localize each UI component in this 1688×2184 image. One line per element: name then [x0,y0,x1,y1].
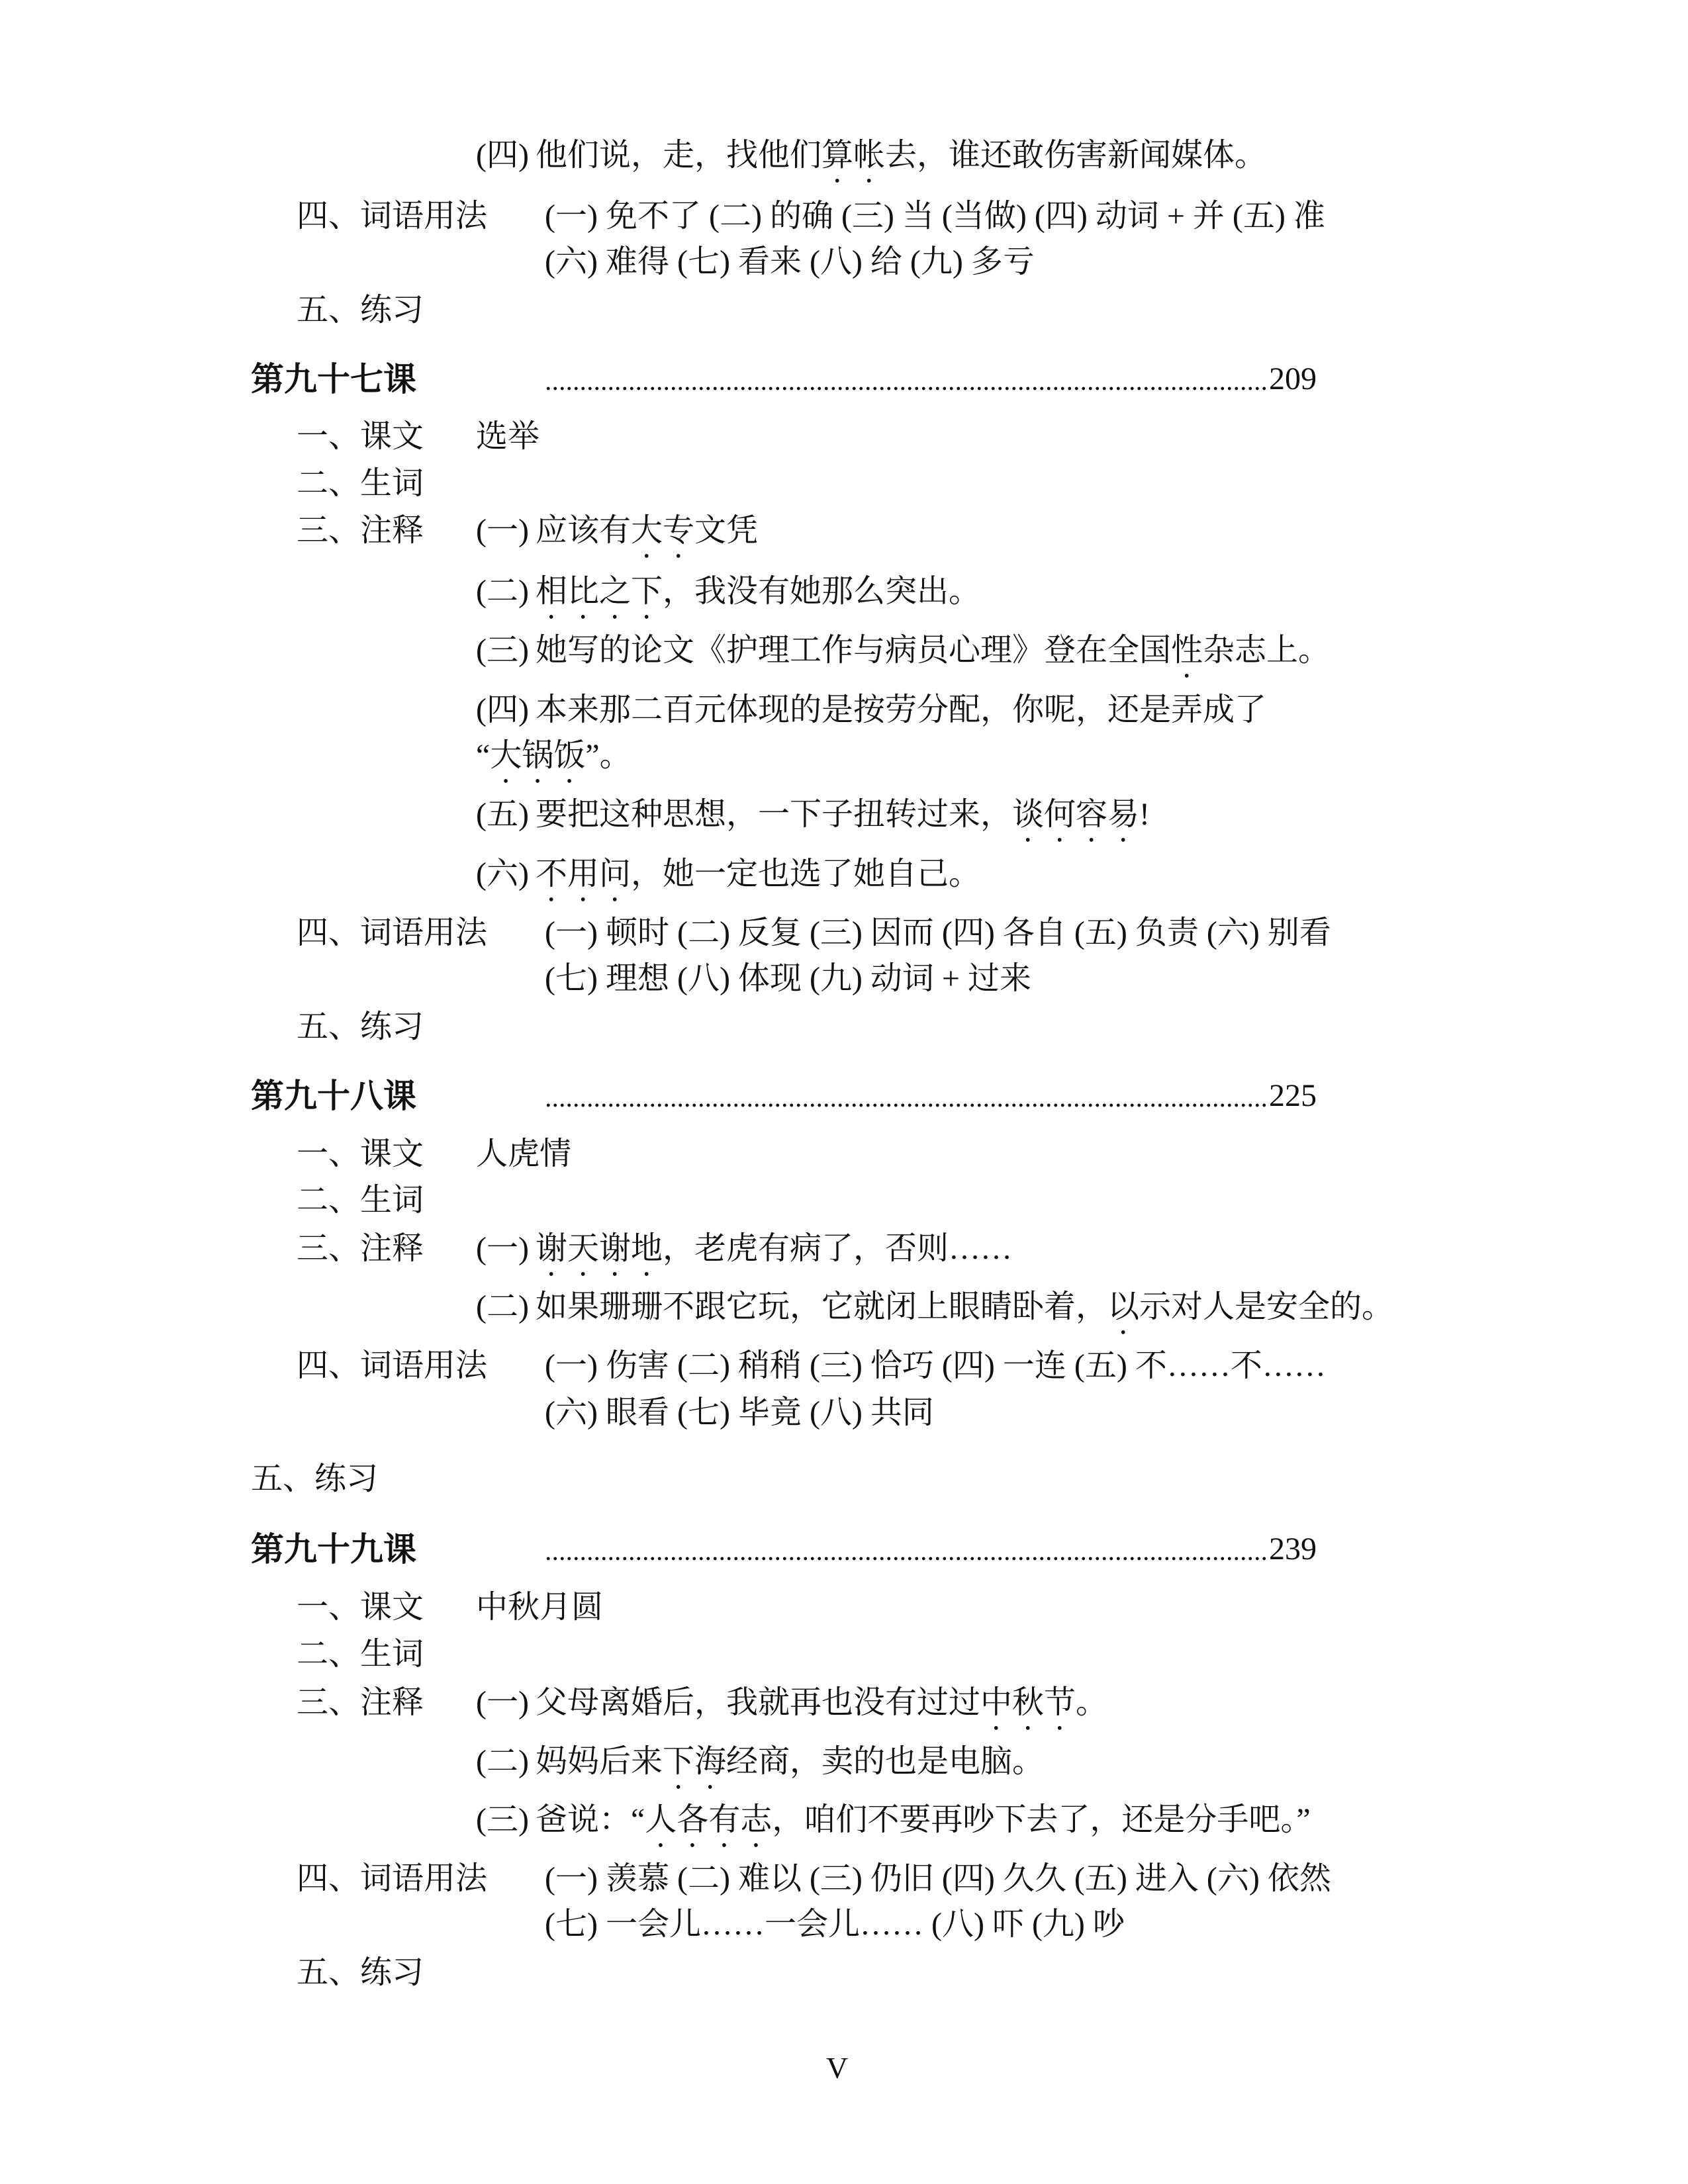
note-line [476,1287,1393,1327]
lesson-title: 第九十八课 [251,1077,416,1115]
page-ref: 225 [1269,1078,1317,1113]
note-emphasis: 不用问 [535,856,631,891]
note-text: 本来那二百元体现的是按劳分配，你呢，还是弄成了 [535,692,1266,727]
note-line [476,1800,1311,1840]
note-text: 她写的论文《护理工作与病员心理》登在全国 [535,633,1171,668]
note-number: (四) [476,692,529,727]
note-text: 要把这种思想，一下子扭转过来， [535,797,1012,832]
note-text: ，我没有她那么突出。 [663,574,981,609]
note-text: 。 [1076,1685,1108,1720]
note-number: (二) [476,574,529,609]
page-ref: 239 [1269,1531,1317,1567]
note-text: 经商，卖的也是电脑。 [726,1744,1045,1779]
note-text: 爸说：“ [535,1802,645,1837]
dot-leader [545,1103,1268,1108]
note-line [476,795,1150,835]
note-number: (四) [476,138,529,173]
text-title: 中秋月圆 [476,1590,604,1625]
section-label: 二、生词 [297,1183,424,1218]
note-text: 妈妈后来 [535,1744,663,1779]
section-label: 五、练习 [297,1955,424,1990]
section-label: 五、练习 [251,1461,379,1496]
section-label: 二、生词 [297,1637,424,1672]
note-text: ”。 [585,738,632,773]
note-number: (三) [476,633,529,668]
note-line [476,1683,1107,1723]
note-line [476,736,632,776]
note-text: 去，谁还敢伤害新闻媒体。 [885,138,1267,173]
note-text: “ [476,738,491,773]
note-number: (一) [476,1231,529,1266]
section-label: 一、课文 [297,419,424,454]
usage-line: (六) 眼看 (七) 毕竟 (八) 共同 [545,1395,934,1430]
usage-line: (一) 免不了 (二) 的确 (三) 当 (当做) (四) 动词 + 并 (五) 准 [545,199,1325,234]
note-number: (五) [476,797,529,832]
note-text: 文凭 [694,513,759,548]
section-label: 五、练习 [297,293,424,328]
note-line [476,690,1266,730]
note-number: (六) [476,856,529,891]
note-number: (二) [476,1744,529,1779]
note-text: 应该有 [535,513,631,548]
text-title: 选举 [476,419,540,454]
note-emphasis: 算帐 [821,138,886,173]
note-emphasis: 谢天谢地 [535,1231,663,1266]
note-text: ，咱们不要再吵下去了，还是分手吧。” [772,1802,1311,1837]
note-emphasis: 谈何容易 [1012,797,1140,832]
note-text: 如果珊珊不跟它玩，它就闭上眼睛卧着， [535,1289,1107,1324]
note-emphasis: 大锅饭 [490,738,586,773]
section-label: 四、词语用法 [297,1861,488,1896]
note-number: (一) [476,513,529,548]
usage-line: (六) 难得 (七) 看来 (八) 给 (九) 多亏 [545,244,1035,279]
note-emphasis: 性 [1171,633,1203,668]
note-text: ! [1139,797,1150,832]
usage-line: (一) 羡慕 (二) 难以 (三) 仍旧 (四) 久久 (五) 进入 (六) 依然 [545,1861,1331,1896]
section-label: 四、词语用法 [297,199,488,234]
note-emphasis: 相比之下 [535,574,663,609]
usage-line: (七) 一会儿……一会儿…… (八) 吓 (九) 吵 [545,1907,1125,1942]
section-label: 三、注释 [297,1231,424,1266]
note-number: (三) [476,1802,529,1837]
section-label: 四、词语用法 [297,915,488,950]
section-label: 三、注释 [297,513,424,548]
section-label: 五、练习 [297,1009,424,1044]
page-ref: 209 [1269,361,1317,396]
note-text: 父母离婚后，我就再也没有过过 [535,1685,980,1720]
note-emphasis: 中秋节 [980,1685,1076,1720]
section-label: 四、词语用法 [297,1348,488,1383]
dot-leader [545,386,1268,391]
usage-line: (七) 理想 (八) 体现 (九) 动词 + 过来 [545,961,1031,996]
note-line [476,854,980,894]
note-emphasis: 以 [1107,1289,1140,1324]
note-line [476,572,980,612]
note-text: 杂志上。 [1203,633,1331,668]
note-number: (一) [476,1685,529,1720]
note-emphasis: 下海 [663,1744,727,1779]
note-line [476,1229,1012,1269]
usage-line: (一) 伤害 (二) 稍稍 (三) 恰巧 (四) 一连 (五) 不……不…… [545,1348,1326,1383]
section-label: 一、课文 [297,1590,424,1625]
section-label: 三、注释 [297,1685,424,1720]
note-emphasis: 大专 [631,513,695,548]
usage-line: (一) 顿时 (二) 反复 (三) 因而 (四) 各自 (五) 负责 (六) 别看 [545,915,1331,950]
lesson-title: 第九十七课 [251,361,416,398]
section-label: 一、课文 [297,1136,424,1171]
note-text: ，她一定也选了她自己。 [631,856,981,891]
note-text: 示对人是安全的。 [1139,1289,1394,1324]
note-line [476,511,758,551]
dot-leader [545,1556,1268,1561]
note-line [476,1742,1044,1782]
note-text: ，老虎有病了，否则…… [663,1231,1013,1266]
page-number: V [826,2051,849,2085]
note-text: 他们说，走，找他们 [535,138,821,173]
note-emphasis: 人各有志 [645,1802,773,1837]
text-title: 人虎情 [476,1136,572,1171]
section-label: 二、生词 [297,466,424,501]
note-number: (二) [476,1289,529,1324]
note-line [476,136,1266,175]
note-line [476,631,1330,670]
lesson-title: 第九十九课 [251,1531,416,1568]
